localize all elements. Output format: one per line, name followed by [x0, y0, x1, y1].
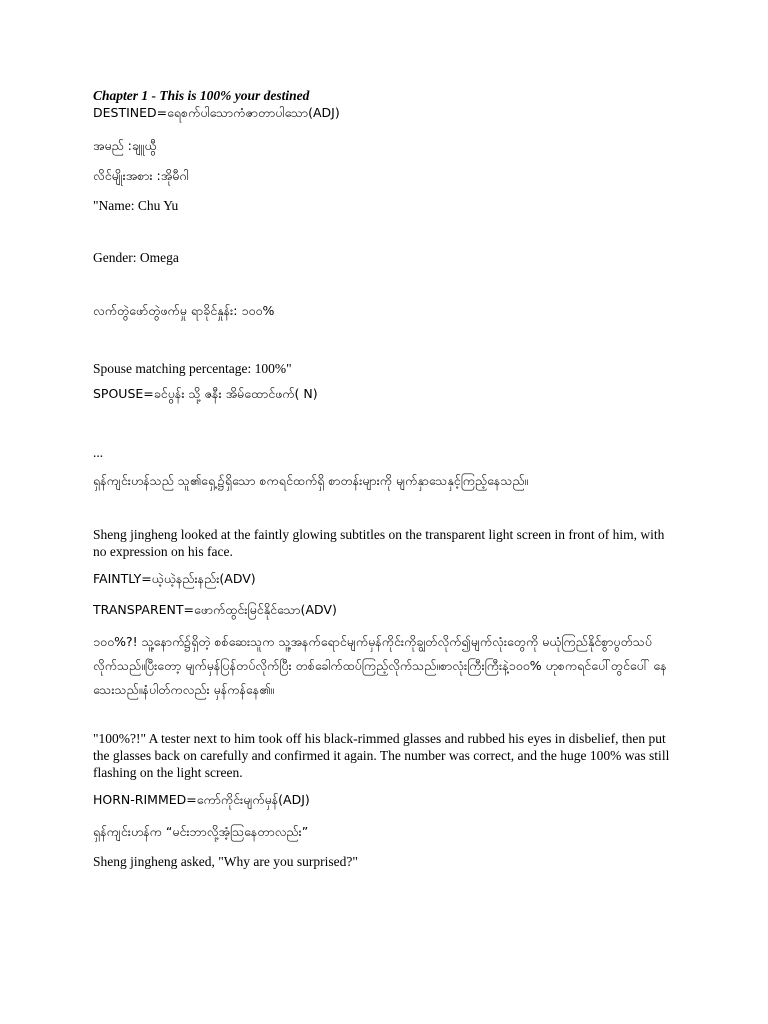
name-myanmar: အမည် :ချူယွီ: [93, 138, 157, 153]
name-english: "Name: Chu Yu: [93, 198, 179, 213]
dialogue-english: Sheng jingheng asked, "Why are you surprised?": [93, 854, 358, 869]
spouse-percentage-myanmar: လက်တွဲဖော်တွဲဖက်မှု ရာခိုင်နှုန်း: ၁၀၀%: [93, 303, 275, 318]
vocab-faintly: FAINTLY=ယဲ့ယဲ့နည်းနည်း(ADV): [93, 571, 256, 586]
spouse-percentage-english: Spouse matching percentage: 100%": [93, 361, 292, 376]
dialogue-myanmar: ရှန်ကျင်းဟန်က “မင်းဘာလို့အံ့သြနေတာလည်း”: [93, 824, 309, 839]
vocab-transparent: TRANSPARENT=ဖောက်ထွင်းမြင်နိုင်သော(ADV): [93, 602, 337, 617]
paragraph-myanmar-1: ရှန်ကျင်းဟန်သည် သူ၏ရှေ့၌ရှိသော စကရင်ထက်ရှိ စာတန်းများကို မျက်နှာသေနှင့်ကြည့်နေသည်။: [93, 473, 529, 488]
vocab-destined: DESTINED=ရေစက်ပါသောကံဇာတာပါသော(ADJ): [93, 105, 340, 120]
ellipsis: ...: [93, 445, 104, 460]
gender-myanmar: လိင်မျိုးအစား :အိုမီဂါ: [93, 168, 189, 183]
paragraph-english-2: "100%?!" A tester next to him took off his black-rimmed glasses and rubbed his eyes in disbelief, then put the glasses back on carefully and confirmed it again. The number was correct, and the huge 100% was still flashing on the light screen.: [93, 731, 670, 780]
paragraph-english-1: Sheng jingheng looked at the faintly glowing subtitles on the transparent light screen in front of him, with no expression on his face.: [93, 527, 665, 559]
gender-english: Gender: Omega: [93, 250, 179, 265]
vocab-spouse: SPOUSE=ခင်ပွန်း သို့ ဇနီး အိမ်ထောင်ဖက်( N): [93, 386, 318, 401]
chapter-title: Chapter 1 - This is 100% your destined: [93, 88, 310, 103]
paragraph-myanmar-2: ၁၀၀%?! သူ့နောက်၌ရှိတဲ့ စစ်ဆေးသူက သူ့အနက်ရောင်မျက်မှန်ကိုင်းကိုချွတ်လိုက်၍မျက်လုံးတွေကို မယုံကြည်နိုင်စွာပွတ်သပ်လိုက်သည်။ပြီးတော့ မျက်မှန်ပြန်တပ်လိုက်ပြီး တစ်ခေါက်ထပ်ကြည့်လိုက်သည်။စာလုံးကြီးကြီးနဲ့၁၀၀% ဟုစကရင်ပေါ်တွင်ပေါ် နေသေးသည်။နံပါတ်ကလည်း မှန်ကန်နေ၏။: [93, 634, 667, 697]
vocab-horn-rimmed: HORN-RIMMED=ကော်ကိုင်းမျက်မှန်(ADJ): [93, 792, 310, 807]
